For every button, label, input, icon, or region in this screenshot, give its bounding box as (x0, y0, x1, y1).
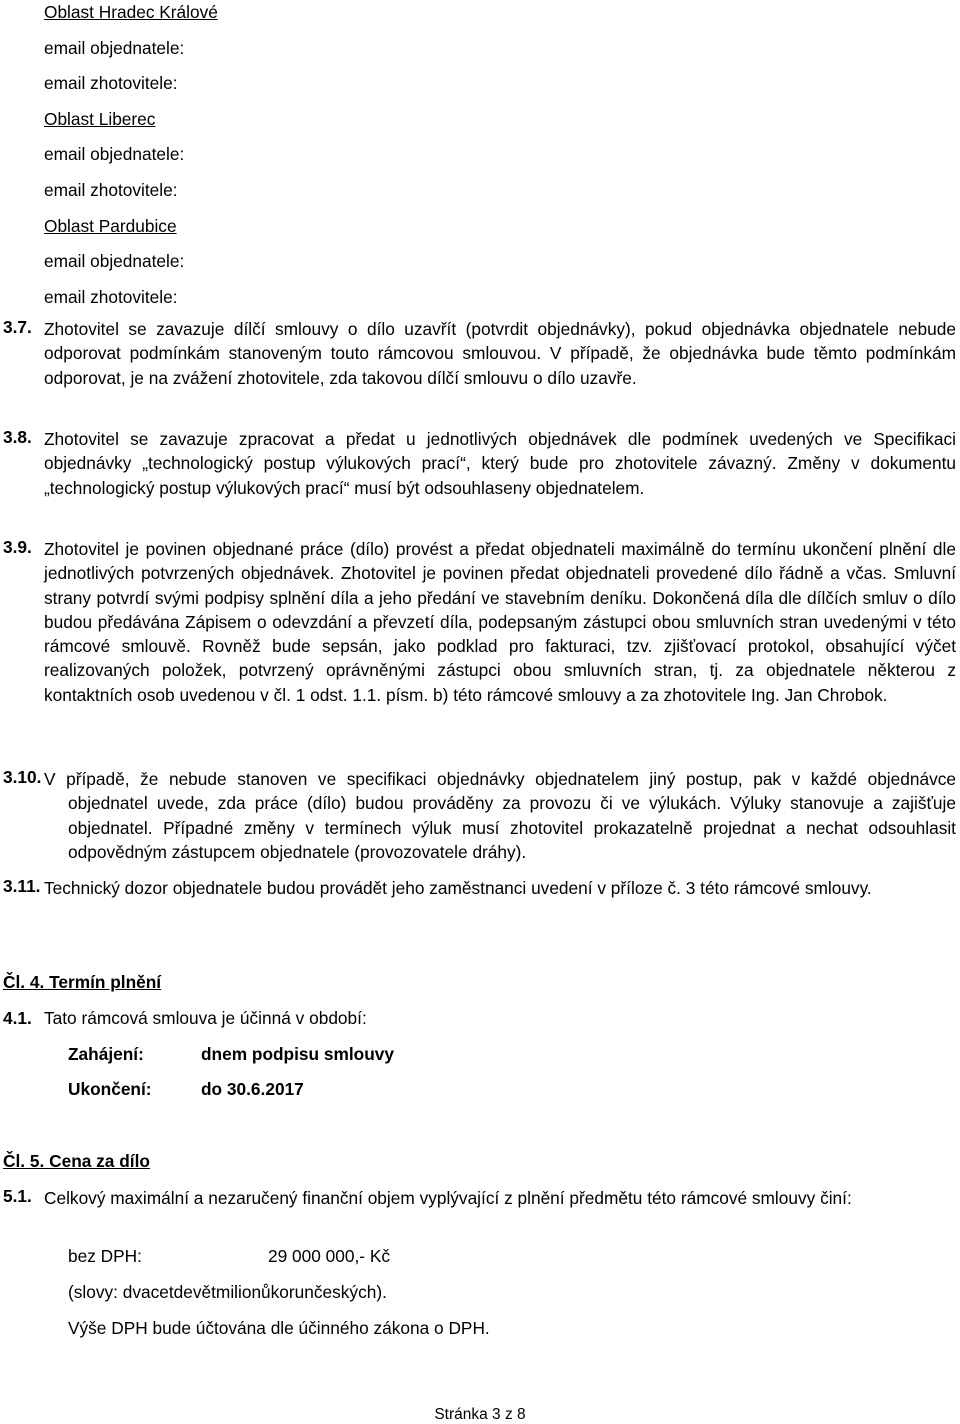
email-client-label: email objednatele: (44, 37, 185, 58)
clause-text: Celkový maximální a nezaručený finanční objem vyplývající z plnění předmětu této rámcové smlouvy činí: (44, 1188, 852, 1208)
end-label: Ukončení: (68, 1079, 152, 1099)
price-in-words: (slovy: dvacetdevětmilionůkorunčeských). (68, 1282, 387, 1302)
email-contractor-label: email zhotovitele: (44, 179, 178, 200)
clause-3-9 (3, 537, 956, 707)
clause-number: 3.9. (3, 537, 32, 557)
clause-text: Zhotovitel se zavazuje zpracovat a předat u jednotlivých objednávek dle podmínek uvedených ve Specifikaci objednávky „technologický postup výlukových prací“, který bude pro zhotovitele závazný. Změny v dokumentu „technologický postup výlukových prací“ musí být odsouhlaseny objednatelem. (44, 429, 956, 498)
clause-text: Zhotovitel je povinen objednané práce (dílo) provést a předat objednateli maximálně do termínu ukončení plnění dle jednotlivých potvrzených objednávek. Zhotovitel je povinen předat objednateli provedené dílo řádně a včas. Smluvní strany potvrdí svými podpisy splnění díla a jeho předání ve stavebním deníku. Dokončená díla dle dílčích smluv o dílo budou předávána Zápisem o odevzdání a převzetí díla, podepsaným zástupci obou smluvních stran uvedenými v této rámcové smlouvě. Rovněž bude sepsán, jako podklad pro fakturaci, tzv. zjišťovací protokol, obsahující výčet realizovaných položek, potvrzený oprávněnými zástupci obou smluvních stran, tj. za objednatele některou z kontaktních osob uvedenou v čl. 1 odst. 1.1. písm. b) této rámcové smlouvy a za zhotovitele Ing. Jan Chrobok. (44, 539, 956, 705)
article-5-heading: Čl. 5. Cena za dílo (3, 1151, 150, 1171)
article-4-heading: Čl. 4. Termín plnění (3, 972, 162, 992)
start-label: Zahájení: (68, 1044, 144, 1064)
clause-text: Zhotovitel se zavazuje dílčí smlouvy o dílo uzavřít (potvrdit objednávky), pokud objednávka objednatele nebude odporovat podmínkám stanoveným touto rámcovou smlouvou. V případě, že objednávka bude těmto podmínkám odporovat, je na zvážení zhotovitele, zda takovou dílčí smlouvu o dílo uzavře. (44, 319, 956, 388)
clause-text: Technický dozor objednatele budou provádět jeho zaměstnanci uvedení v příloze č. 3 této rámcové smlouvy. (44, 878, 872, 898)
clause-number: 3.7. (3, 317, 32, 337)
clause-3-7 (3, 317, 956, 390)
region-liberec: Oblast Liberec (44, 108, 156, 129)
vat-note: Výše DPH bude účtována dle účinného zákona o DPH. (68, 1318, 490, 1338)
contacts-list (44, 0, 218, 320)
clause-text: Tato rámcová smlouva je účinná v období: (44, 1008, 367, 1028)
clause-number: 3.11. (3, 876, 41, 896)
email-client-label: email objednatele: (44, 251, 185, 272)
clause-number: 5.1. (3, 1186, 32, 1206)
end-value: do 30.6.2017 (201, 1079, 304, 1099)
clause-number: 3.8. (3, 427, 32, 447)
clause-text: V případě, že nebude stanoven ve specifikaci objednávky objednatelem jiný postup, pak v každé objednávce objednatel uvede, zda práce (dílo) budou prováděny za provozu či ve výlukách. Výluky stanovuje a zajišťuje objednatel. Případné změny v termínech výluk musí zhotovitel prokazatelně projednat a nechat odsouhlasit odpovědným zástupcem objednatele (provozovatele dráhy). (44, 769, 956, 862)
clause-3-10 (3, 767, 956, 864)
start-value: dnem podpisu smlouvy (201, 1044, 394, 1064)
email-client-label: email objednatele: (44, 144, 185, 165)
clause-3-8 (3, 427, 956, 500)
page-number: Stránka 3 z 8 (434, 1406, 526, 1423)
region-pardubice: Oblast Pardubice (44, 215, 177, 236)
clause-5-1 (3, 1186, 956, 1210)
clause-number: 3.10. (3, 767, 42, 787)
price-value: 29 000 000,- Kč (268, 1246, 391, 1266)
clause-number: 4.1. (3, 1008, 32, 1028)
clause-3-11 (3, 876, 956, 900)
price-label: bez DPH: (68, 1246, 142, 1266)
email-contractor-label: email zhotovitele: (44, 73, 178, 94)
region-hradec-kralove: Oblast Hradec Králové (44, 2, 218, 22)
email-contractor-label: email zhotovitele: (44, 286, 178, 307)
